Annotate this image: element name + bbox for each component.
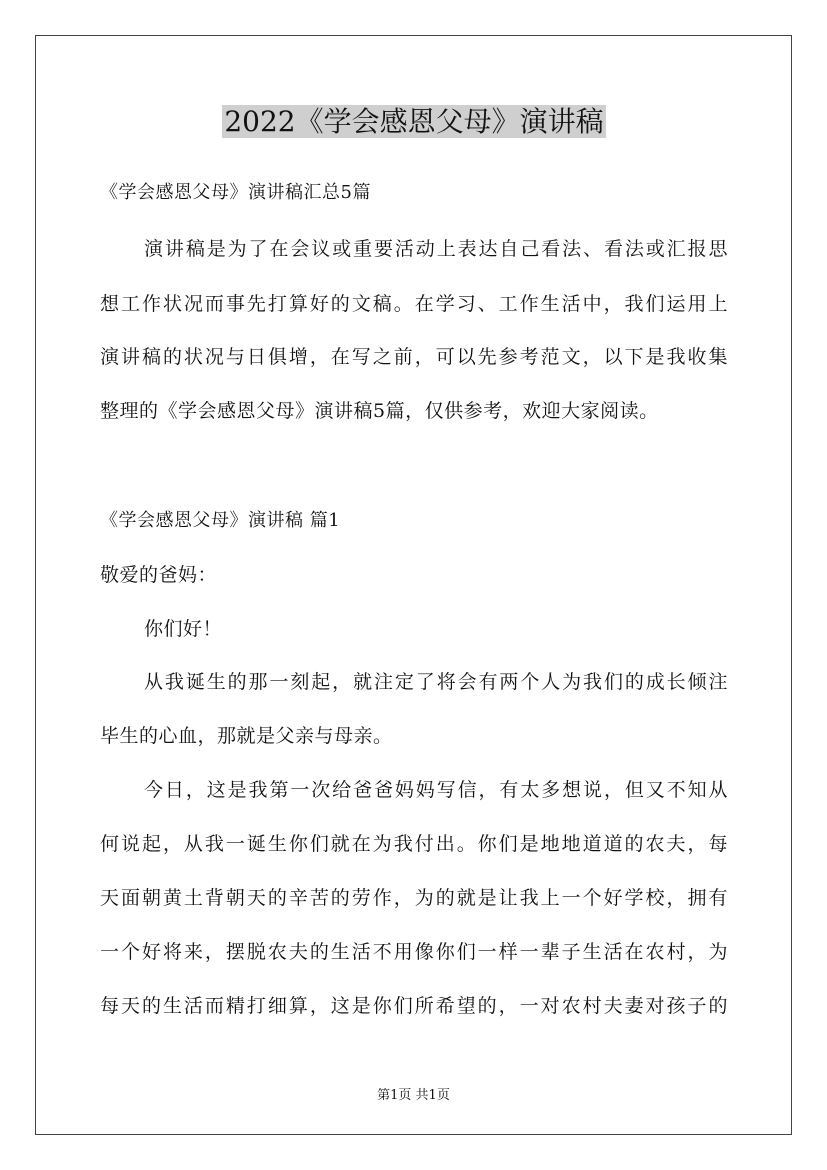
title-text: 2022《学会感恩父母》演讲稿	[224, 105, 604, 138]
para1-line-2: 毕生的心血，那就是父亲与母亲。	[100, 725, 393, 747]
para2-line-1: 今日，这是我第一次给爸爸妈妈写信，有太多想说，但又不知从	[144, 779, 728, 801]
intro-line-2: 想工作状况而事先打算好的文稿。在学习、工作生活中，我们运用上	[100, 293, 728, 315]
intro-line-3: 演讲稿的状况与日俱增，在写之前，可以先参考范文，以下是我收集	[100, 346, 728, 368]
para2-line-3: 天面朝黄土背朝天的辛苦的劳作，为的就是让我上一个好学校，拥有	[100, 887, 728, 909]
greeting: 你们好！	[144, 618, 223, 640]
para2-line-5: 每天的生活而精打细算，这是你们所希望的，一对农村夫妻对孩子的	[100, 995, 728, 1017]
page-footer: 第1页 共1页	[377, 1088, 450, 1103]
intro-line-4: 整理的《学会感恩父母》演讲稿5篇，仅供参考，欢迎大家阅读。	[100, 400, 659, 422]
document-title	[100, 100, 728, 144]
para2-line-2: 何说起，从我一诞生你们就在为我付出。你们是地地道道的农夫，每	[100, 833, 728, 855]
para1-line-1: 从我诞生的那一刻起，就注定了将会有两个人为我们的成长倾注	[144, 671, 728, 693]
document-subtitle: 《学会感恩父母》演讲稿汇总5篇	[100, 182, 371, 203]
section-heading: 《学会感恩父母》演讲稿 篇1	[100, 510, 341, 531]
para2-line-4: 一个好将来，摆脱农夫的生活不用像你们一样一辈子生活在农村，为	[100, 941, 728, 963]
salutation: 敬爱的爸妈：	[100, 564, 218, 586]
intro-line-1: 演讲稿是为了在会议或重要活动上表达自己看法、看法或汇报思	[144, 238, 728, 260]
